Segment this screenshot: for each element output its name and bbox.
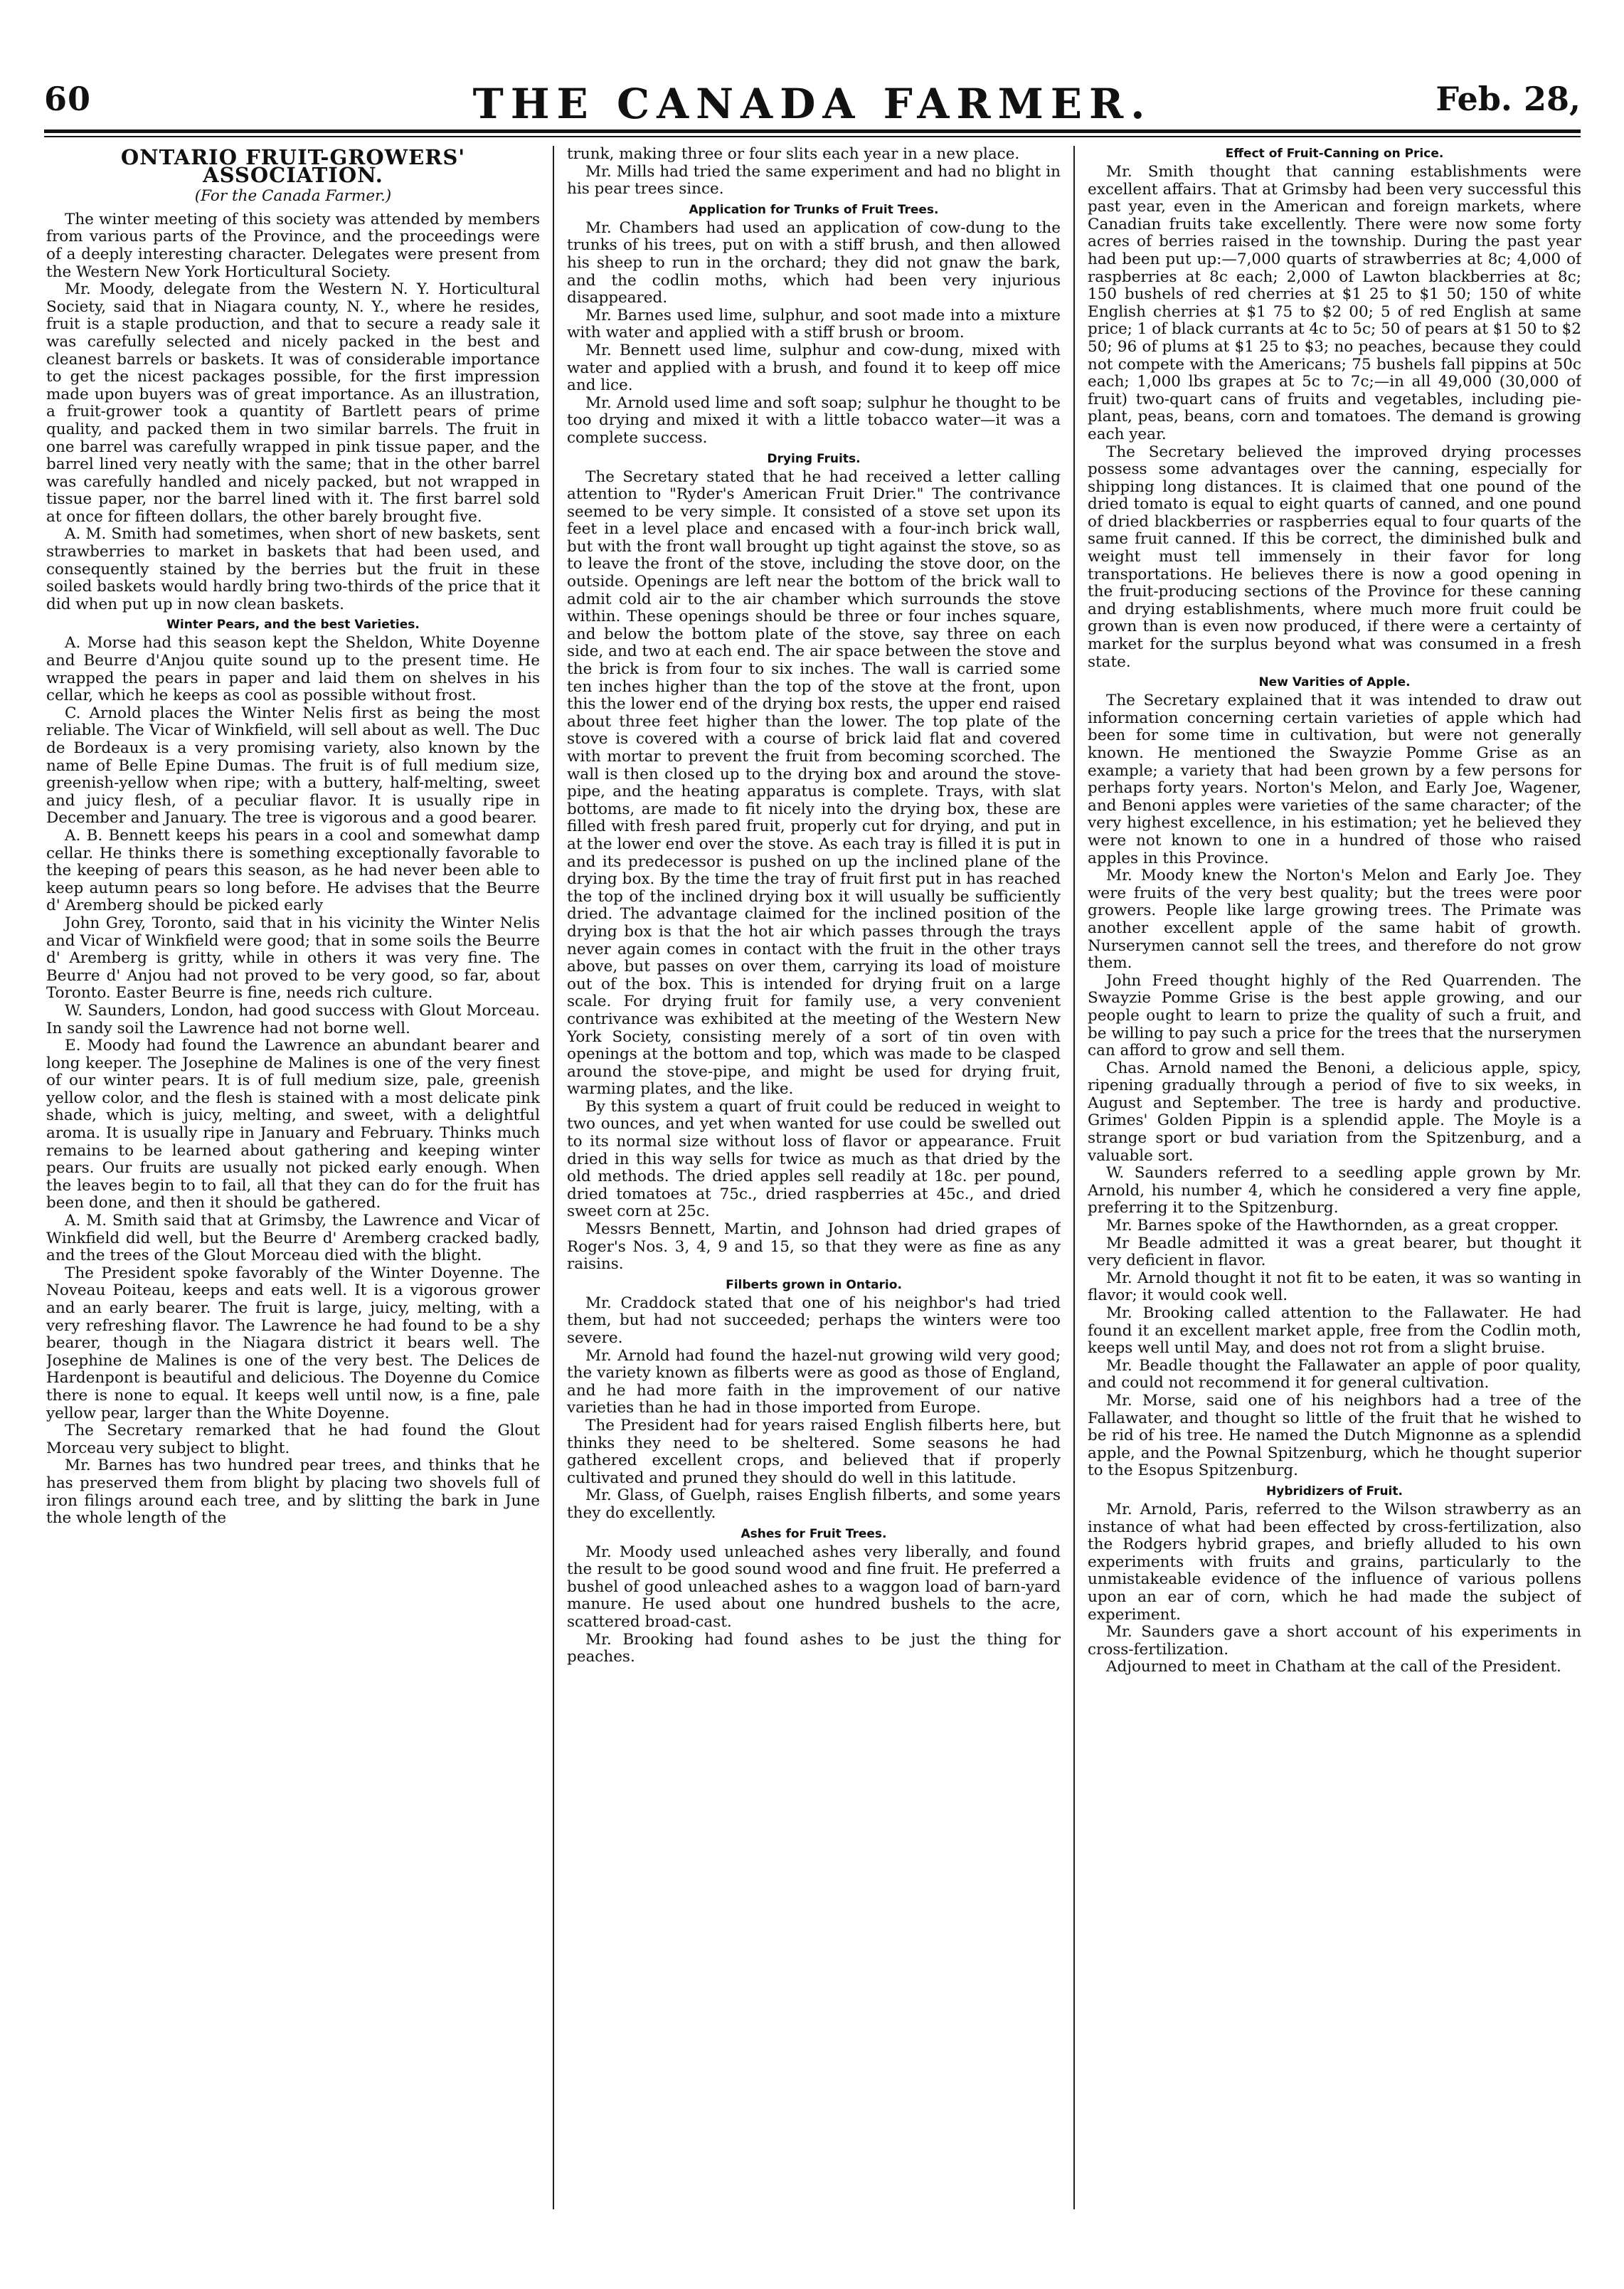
masthead-rule	[44, 129, 1581, 133]
column-1	[46, 146, 540, 2209]
paragraph: Mr. Glass, of Guelph, raises English filberts, and some years they do excellently.	[567, 1486, 1061, 1522]
paragraph: Mr. Smith thought that canning establishments were excellent affairs. That at Grimsby had been very successful this past year, even in the American and foreign markets, where Canadian fruits take excellently. There were now some forty acres of berries raised in the township. During the past year had been put up:—7,000 quarts of strawberries at 8c; 4,000 of raspberries at 8c each; 2,000 of Lawton blackberries at 8c; 150 bushels of red cherries at $1 25 to $1 50; 150 of white English cherries at $1 75 to $2 00; 5 of red English at same price; 1 of black currants at 4c to 5c; 50 of pears at $1 50 to $2 50; 96 of plums at $1 25 to $3; no peaches, because they could not compete with the Americans; 75 bushels fall pippins at 50c each; 1,000 lbs grapes at 5c to 7c;—in all 49,000 (30,000 of fruit) two-quart cans of fruits and vegetables, including pie-plant, peas, beans, corn and tomatoes. The demand is growing each year.	[1088, 163, 1581, 443]
section-heading: Application for Trunks of Fruit Trees.	[689, 202, 939, 217]
paragraph: Adjourned to meet in Chatham at the call of the President.	[1106, 1658, 1561, 1676]
paragraph: A. Morse had this season kept the Sheldon, White Doyenne and Beurre d'Anjou quite sound up to the present time. He wrapped the pears in paper and laid them on shelves in his cellar, which he keeps as cool as possible without frost.	[46, 634, 540, 705]
paragraph: The President spoke favorably of the Winter Doyenne. The Noveau Poiteau, keeps and eats well. It is a vigorous grower and an early bearer. The fruit is large, juicy, melting, with a very refreshing flavor. The Lawrence he had found to be a shy bearer, though in the Niagara district it bears well. The Josephine de Malines is one of the very best. The Delices de Hardenpont is beautiful and delicious. The Doyenne du Comice there is none to equal. It keeps well until now, is a fine, pale yellow pear, larger than the White Doyenne.	[46, 1264, 540, 1422]
page-number: 60	[44, 80, 92, 118]
paragraph: The Secretary stated that he had received a letter calling attention to "Ryder's American Fruit Drier." The contrivance seemed to be very simple. It consisted of a stove set upon its feet in a level place and encased with a four-inch brick wall, but with the front wall brought up tight against the stove, so as to leave the front of the stove, including the stove door, on the outside. Openings are left near the bottom of the brick wall to admit cold air to the air chamber which surrounds the stove within. These openings should be three or four inches square, and below the bottom plate of the stove, say three on each side, and two at each end. The air space between the stove and the brick is from four to six inches. The wall is carried some ten inches higher than the top of the stove at the front, upon this the lower end of the drying box rests, the upper end raised about three feet higher than the lower. The top plate of the stove is covered with a course of brick laid flat and covered with mortar to prevent the fruit from becoming scorched. The wall is then closed up to the drying box and around the stove-pipe, and the heating apparatus is complete. Trays, with slat bottoms, are made to fit nicely into the drying box, these are filled with fresh pared fruit, properly cut for drying, and put in at the lower end over the stove. As each tray is filled it is put in and its predecessor is pushed on up the inclined plane of the drying box. By the time the tray of fruit first put in has reached the top of the inclined drying box it will usually be sufficiently dried. The advantage claimed for the inclined position of the drying box is that the hot air which passes through the trays never again comes in contact with the fruit in the other trays above, but passes on over them, carrying its load of moisture out of the box. This is intended for drying fruit on a large scale. For drying fruit for family use, a very convenient contrivance was exhibited at the meeting of the Western New York Society, consisting merely of a sort of tin oven with openings at the bottom and top, which was made to be clasped around the stove-pipe, and might be used for drying fruit, warming plates, and the like.	[567, 467, 1061, 1099]
paragraph: A. M. Smith had sometimes, when short of new baskets, sent strawberries to market in baskets that had been used, and consequently stained by the berries but the fruit in these soiled baskets would hardly bring two-thirds of the price that it did when put up in now clean baskets.	[46, 525, 540, 613]
section-heading: New Varities of Apple.	[1258, 675, 1411, 690]
section-heading: Winter Pears, and the best Varieties.	[166, 618, 420, 633]
paragraph: Mr. Arnold had found the hazel-nut growing wild very good; the variety known as filberts were as good as those of England, and he had more faith in the improvement of our native varieties than he had in those imported from Europe.	[567, 1346, 1061, 1417]
paragraph: A. B. Bennett keeps his pears in a cool and somewhat damp cellar. He thinks there is something exceptionally favorable to the keeping of pears this season, as he had never been able to keep autumn pears so long before. He advises that the Beurre d' Aremberg should be picked early	[46, 826, 540, 915]
paragraph: C. Arnold places the Winter Nelis first as being the most reliable. The Vicar of Winkfield, will sell about as well. The Duc de Bordeaux is a very promising variety, also known by the name of Belle Epine Dumas. The fruit is of full medium size, greenish-yellow when ripe; with a buttery, half-melting, sweet and juicy flesh, of a peculiar flavor. It is usually ripe in December and January. The tree is vigorous and a good bearer.	[46, 704, 540, 828]
section-heading: Filberts grown in Ontario.	[726, 1277, 902, 1292]
column-3	[1088, 146, 1581, 2209]
section-heading: Effect of Fruit-Canning on Price.	[1225, 147, 1444, 161]
masthead	[44, 80, 1581, 129]
paragraph: The Secretary explained that it was intended to draw out information concerning certain varieties of apple which had been for some time in cultivation, but were not generally known. He mentioned the Swayzie Pomme Grise as an example; a variety that had been grown by a few persons for perhaps forty years. Norton's Melon, and Early Joe, Wagener, and Benoni apples were varieties of the same character; of the very highest excellence, in his estimation; yet he believed they were not known to one in a hundred of those who raised apples in this Province.	[1088, 692, 1581, 867]
column-divider-1	[553, 146, 554, 2209]
paragraph: Mr. Barnes used lime, sulphur, and soot made into a mixture with water and applied with a stiff brush or broom.	[567, 306, 1061, 342]
paragraph: Mr. Arnold used lime and soft soap; sulphur he thought to be too drying and mixed it with a little tobacco water—it was a complete success.	[567, 393, 1061, 447]
paragraph: Chas. Arnold named the Benoni, a delicious apple, spicy, ripening gradually through a period of five to six weeks, in August and September. The tree is hardy and productive. Grimes' Golden Pippin is a splendid apple. The Moyle is a strange sport or bud variation from the Spitzenburg, and a valuable sort.	[1088, 1059, 1581, 1165]
paragraph: The President had for years raised English filberts here, but thinks they need to be sheltered. Some seasons he had gathered excellent crops, and believed that if properly cultivated and pruned they should do well in this latitude.	[567, 1416, 1061, 1487]
paragraph: John Freed thought highly of the Red Quarrenden. The Swayzie Pomme Grise is the best apple growing, and our people ought to learn to prize the quality of such a fruit, and be willing to pay such a price for the trees that the nurserymen can afford to grow and sell them.	[1088, 971, 1581, 1060]
paragraph: Mr. Saunders gave a short account of his experiments in cross-fertilization.	[1088, 1623, 1581, 1659]
paragraph: Mr. Mills had tried the same experiment and had no blight in his pear trees since.	[567, 162, 1061, 199]
column-divider-2	[1073, 146, 1075, 2209]
paragraph: Mr. Arnold thought it not fit to be eaten, it was so wanting in flavor; it would cook well.	[1088, 1269, 1581, 1305]
paragraph: John Grey, Toronto, said that in his vicinity the Winter Nelis and Vicar of Winkfield were good; that in some soils the Beurre d' Aremberg is gritty, while in others it was very fine. The Beurre d' Anjou had not proved to be very good, so far, about Toronto. Easter Beurre is fine, needs rich culture.	[46, 914, 540, 1003]
paragraph: Mr. Brooking had found ashes to be just the thing for peaches.	[567, 1630, 1061, 1666]
paragraph: Mr. Moody knew the Norton's Melon and Early Joe. They were fruits of the very best quality; but the trees were poor growers. People like large growing trees. The Primate was another excellent apple of the same habit of growth. Nurserymen cannot sell the trees, and therefore do not grow them.	[1088, 867, 1581, 973]
paragraph: Mr. Moody, delegate from the Western N. Y. Horticultural Society, said that in Niagara county, N. Y., where he resides, fruit is a staple production, and that to secure a ready sale it was carefully selected and nicely packed in the best and cleanest barrels or baskets. It was of considerable importance to get the nicest packages possible, for the first impression made upon buyers was of great importance. As an illustration, a fruit-grower took a quantity of Bartlett pears of prime quality, and packed them in two similar barrels. The fruit in one barrel was carefully wrapped in pink tissue paper, and the barrel lined very neatly with the same; that in the other barrel was carefully handled and nicely packed, but not wrapped in tissue paper, nor the barrel lined with it. The first barrel sold at once for fifteen dollars, the other barely brought five.	[46, 280, 540, 526]
section-heading: Hybridizers of Fruit.	[1266, 1484, 1403, 1498]
paragraph: Mr. Brooking called attention to the Fallawater. He had found it an excellent market apple, free from the Codlin moth, keeps well until May, and does not rot from a slight bruise.	[1088, 1304, 1581, 1358]
paragraph: Mr. Craddock stated that one of his neighbor's had tried them, but had not succeeded; perhaps the winters were too severe.	[567, 1294, 1061, 1347]
issue-date: Feb. 28,	[1435, 80, 1581, 118]
paragraph: E. Moody had found the Lawrence an abundant bearer and long keeper. The Josephine de Malines is one of the very finest of our winter pears. It is of full medium size, pale, greenish yellow color, and the flesh is stained with a most delicate pink shade, which is juicy, melting, and sweet, with a delightful aroma. It is usually ripe in January and February. Thinks much remains to be learned about gathering and keeping winter pears. Our fruits are usually not picked early enough. When the leaves begin to to fail, all that they can do for the fruit has been done, and then it should be gathered.	[46, 1037, 540, 1212]
paragraph: Mr. Arnold, Paris, referred to the Wilson strawberry as an instance of what had been effected by cross-fertilization, also the Rodgers hybrid grapes, and briefly alluded to his own experiments with fruits and grains, particularly to the unmistakeable evidence of the influence of various pollens upon an ear of corn, which he had made the subject of experiment.	[1088, 1500, 1581, 1624]
paragraph: W. Saunders referred to a seedling apple grown by Mr. Arnold, his number 4, which he considered a very fine apple, preferring it to the Spitzenburg.	[1088, 1164, 1581, 1217]
section-heading: Drying Fruits.	[767, 451, 861, 466]
column-2	[567, 146, 1061, 2209]
paragraph: A. M. Smith said that at Grimsby, the Lawrence and Vicar of Winkfield did well, but the Beurre d' Aremberg cracked badly, and the trees of the Glout Morceau died with the blight.	[46, 1212, 540, 1265]
paragraph: Mr. Barnes has two hundred pear trees, and thinks that he has preserved them from blight by placing two shovels full of iron filings around each tree, and by slitting the bark in June the whole length of the	[46, 1457, 540, 1528]
paragraph: Mr. Moody used unleached ashes very liberally, and found the result to be good sound wood and fine fruit. He preferred a bushel of good unleached ashes to a waggon load of barn-yard manure. He used about one hundred bushels to the acre, scattered broad-cast.	[567, 1543, 1061, 1631]
paragraph: trunk, making three or four slits each year in a new place.	[567, 146, 1020, 163]
paragraph: The Secretary remarked that he had found the Glout Morceau very subject to blight.	[46, 1422, 540, 1457]
section-heading: Ashes for Fruit Trees.	[741, 1526, 887, 1541]
article-byline: (For the Canada Farmer.)	[194, 187, 392, 206]
paragraph: Mr. Beadle thought the Fallawater an apple of poor quality, and could not recommend it for general cultivation.	[1088, 1356, 1581, 1392]
paragraph: Mr Beadle admitted it was a great bearer, but thought it very deficient in flavor.	[1088, 1234, 1581, 1270]
paragraph: Mr. Chambers had used an application of cow-dung to the trunks of his trees, put on with a stiff brush, and then allowed his sheep to run in the orchard; they did not gnaw the bark, and the codlin moths, which had been very injurious disappeared.	[567, 218, 1061, 307]
paragraph: Messrs Bennett, Martin, and Johnson had dried grapes of Roger's Nos. 3, 4, 9 and 15, so that they were as fine as any raisins.	[567, 1220, 1061, 1274]
paragraph: The Secretary believed the improved drying processes possess some advantages over the canning, especially for shipping long distances. It is claimed that one pound of the dried tomato is equal to eight quarts of canned, and one pound of dried blackberries or raspberries equal to four quarts of the same fruit canned. If this be correct, the diminished bulk and weight must tell immensely in their favor for long transportations. He believes there is now a good opening in the fruit-producing sections of the Province for these canning and drying establishments, where much more fruit could be grown than is even now produced, if there were a certainty of market for the surplus beyond what was consumed in a fresh state.	[1088, 443, 1581, 671]
masthead-rule-thin	[44, 136, 1581, 137]
paragraph: The winter meeting of this society was attended by members from various parts of the Province, and the proceedings were of a deeply interesting character. Delegates were present from the Western New York Horticultural Society.	[46, 210, 540, 281]
paragraph: W. Saunders, London, had good success with Glout Morceau. In sandy soil the Lawrence had not borne well.	[46, 1001, 540, 1037]
paragraph: Mr. Barnes spoke of the Hawthornden, as a great cropper.	[1106, 1217, 1559, 1235]
article-title: ONTARIO FRUIT-GROWERS' ASSOCIATION.	[120, 146, 466, 187]
paragraph: Mr. Bennett used lime, sulphur and cow-dung, mixed with water and applied with a brush, and found it to keep off mice and lice.	[567, 341, 1061, 395]
paragraph: Mr. Morse, said one of his neighbors had a tree of the Fallawater, and thought so little of the fruit that he wished to be rid of his tree. He named the Dutch Mignonne as a splendid apple, and the Pownal Spitzenburg, which he thought superior to the Esopus Spitzenburg.	[1088, 1391, 1581, 1480]
newspaper-title: THE CANADA FARMER.	[472, 80, 1152, 128]
paragraph: By this system a quart of fruit could be reduced in weight to two ounces, and yet when wanted for use could be swelled out to its normal size without loss of flavor or appearance. Fruit dried in this way sells for twice as much as that dried by the old methods. The dried apples sell readily at 18c. per pound, dried tomatoes at 75c., dried raspberries at 45c., and dried sweet corn at 25c.	[567, 1097, 1061, 1221]
